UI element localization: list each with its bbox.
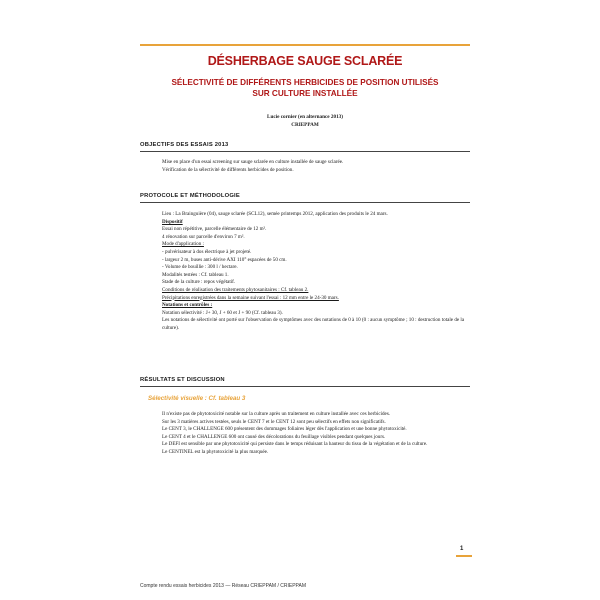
objective-line-2: Vérification de la sélectivité de différents herbicides de position. [162, 166, 294, 173]
section-heading-methodology: PROTOCOLE ET MÉTHODOLOGIE [140, 193, 240, 199]
result-line: Le CENTINEL est la phytotoxicité la plus marquée. [162, 448, 269, 455]
section-heading-objectives: OBJECTIFS DES ESSAIS 2013 [140, 142, 229, 148]
subtitle-line-1: SÉLECTIVITÉ DE DIFFÉRENTS HERBICIDES DE POSITION UTILISÉS [171, 78, 439, 87]
method-line: Stade de la culture : repos végétatif. [162, 279, 236, 286]
method-controls-label: Notations et contrôles : [162, 302, 213, 309]
method-location: Lieu : La Brainguière (04), sauge sclarée (SCL12), semée printemps 2012, application des produits le 24 mars. [162, 211, 388, 217]
method-line: Notation sélectivité : J+ 30, J + 60 et J + 90 (Cf. tableau 3). [162, 309, 283, 316]
method-line: 4 rénovation sur parcelle d'environ 7 m². [162, 233, 245, 240]
result-line: Le CENT 4 et le CHALLENGE 600 ont causé des décolorations du feuillage visibles pendant quelques jours. [162, 433, 386, 440]
results-text [162, 411, 467, 457]
author-org: CRIEPPAM [291, 121, 319, 128]
results-subheading: Sélectivité visuelle : Cf. tableau 3 [148, 395, 246, 402]
objective-line-1: Mise en place d'un essai screening sur sauge sclarée en culture installée de sauge sclarée. [162, 159, 344, 165]
section-rule-objectives [140, 151, 470, 152]
method-line: - Volume de bouillie : 300 l / hectare. [162, 264, 238, 271]
document-title: DÉSHERBAGE SAUGE SCLARÉE [207, 54, 403, 68]
result-line: Le DEFI est sensible par une phytotoxicité qui persiste dans le temps réduisant la hauteur du tissu de la végétation et de la culture. [162, 441, 428, 448]
footer-text: Compte rendu essais herbicides 2013 — Réseau CRIEPPAM / CRIEPPAM [140, 583, 306, 589]
author-block [140, 114, 470, 129]
method-device-label: Dispositif [162, 218, 183, 225]
top-rule [140, 44, 470, 46]
result-line: Le CENT 3, le CHALLENGE 600 présentent des dommages foliaires léger dès l'application et une bonne phytotoxicité. [162, 426, 407, 433]
section-rule-methodology [140, 202, 470, 203]
document-subtitle [140, 77, 470, 99]
method-line: Conditions de réalisation des traitements phytosanitaires : Cf. tableau 2. [162, 286, 309, 293]
methodology-text [162, 211, 467, 333]
author-name: Lucie cornier (en alternance 2013) [267, 114, 343, 120]
result-line: Sur les 3 matières actives testées, seuls le CENT 7 et le CENT 12 sont peu sélectifs en effets non significatifs. [162, 418, 386, 425]
result-line: Il n'existe pas de phytotoxicité notable sur la culture après un traitement en culture installée avec ces herbicides. [162, 411, 391, 417]
method-line: Essai non répétitive, parcelle élémentaire de 12 m². [162, 226, 267, 233]
method-line: Précipitations enregistrées dans la semaine suivant l'essai : 12 mm entre le 24-30 mars. [162, 294, 339, 301]
method-application-label: Mode d'application : [162, 241, 204, 248]
objectives-text [162, 159, 467, 174]
method-line: - pulvérisateur à dos électrique à jet projeté. [162, 248, 252, 255]
method-line: - largeur 2 m, buses anti-dérive AXI 110° espacées de 50 cm. [162, 256, 287, 263]
section-rule-results [140, 386, 470, 387]
subtitle-line-2: SUR CULTURE INSTALLÉE [252, 89, 358, 98]
method-line: Modalités testées : Cf. tableau 1. [162, 271, 229, 278]
page-number-bar [456, 555, 472, 557]
section-heading-results: RÉSULTATS ET DISCUSSION [140, 377, 225, 383]
page-number: 1 [460, 546, 464, 552]
method-line: Les notations de sélectivité ont porté sur l'observation de symptômes avec des notations de 0 à 10 (0 : aucun symptôme ; 10 : destruction totale de la culture). [162, 317, 465, 331]
